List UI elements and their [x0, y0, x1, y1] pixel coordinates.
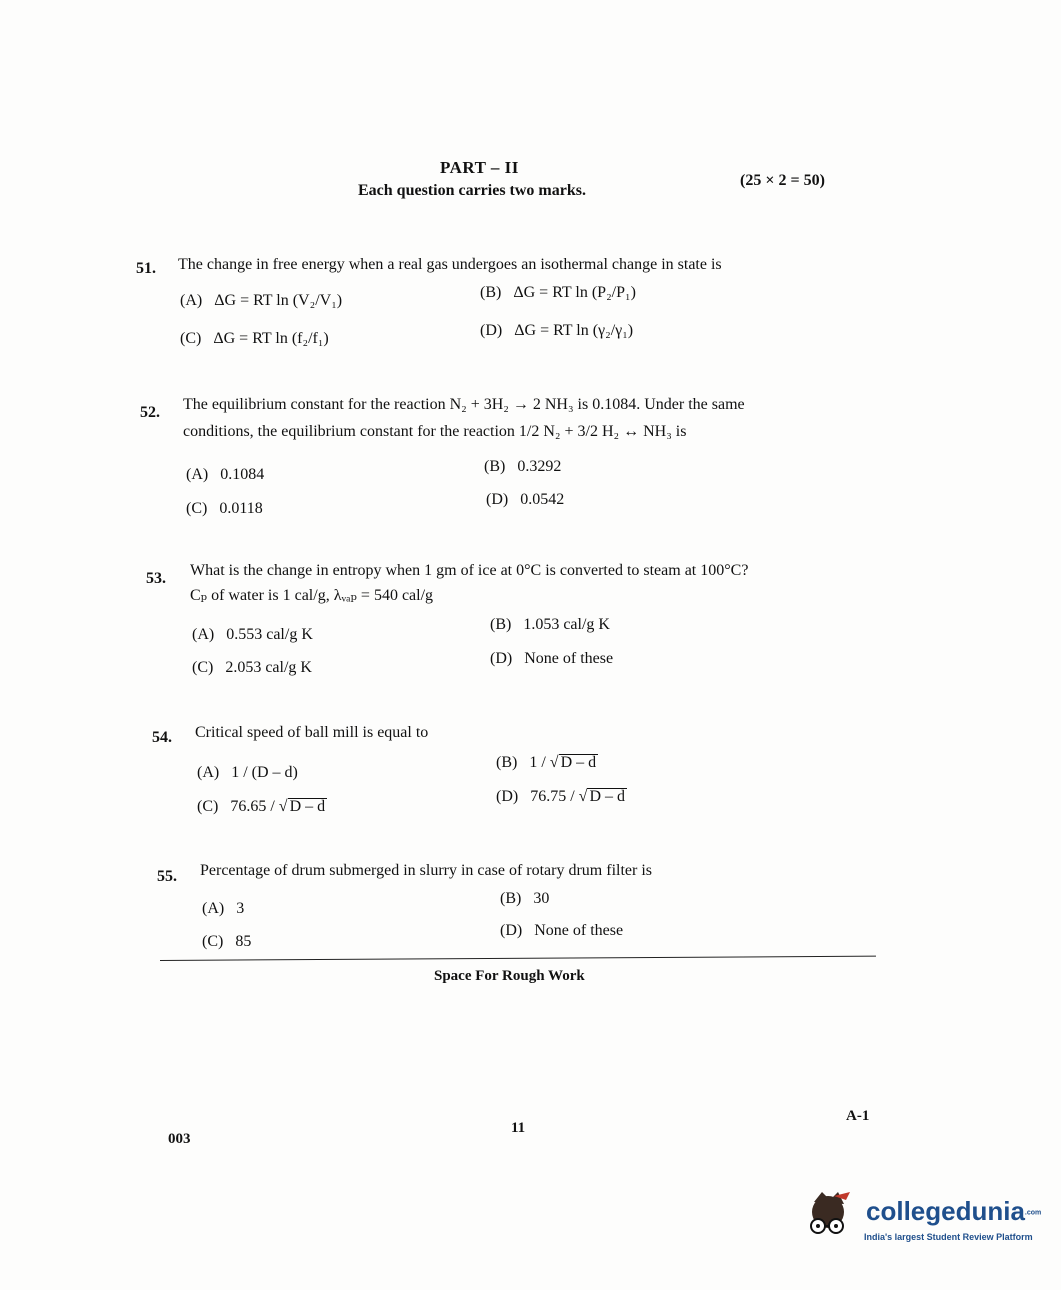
option-text: 0.0118 [219, 500, 263, 517]
option-text: 2.053 cal/g K [225, 659, 312, 676]
option-text-prefix: 76.75 / √ [530, 788, 588, 805]
logo-wordmark [866, 1196, 1041, 1227]
option-c [202, 933, 251, 951]
option-text: None of these [524, 650, 614, 667]
option-b [484, 458, 561, 476]
divider-line [160, 956, 876, 961]
option-d [496, 788, 627, 806]
option-label: (A) [180, 292, 203, 309]
collegedunia-mascot-icon [800, 1188, 862, 1250]
option-d [490, 650, 613, 668]
option-b [496, 754, 598, 772]
option-c [192, 659, 312, 677]
radical-expression: D – d [289, 798, 326, 815]
rough-work-label: Space For Rough Work [434, 968, 585, 984]
option-a [197, 764, 298, 782]
radical-expression: D – d [589, 788, 626, 805]
option-text: None of these [534, 922, 624, 939]
option-d [480, 322, 633, 340]
part-heading: PART – II [440, 158, 519, 177]
question-number: 55. [157, 868, 177, 885]
option-c [186, 500, 263, 518]
option-d [486, 491, 564, 509]
question-text: Critical speed of ball mill is equal to [195, 724, 429, 741]
question-text: The equilibrium constant for the reaction N₂ + 3H₂ → 2 NH₃ is 0.1084. Under the same [183, 396, 745, 413]
question-number: 53. [146, 570, 166, 587]
option-text: 85 [235, 933, 252, 950]
option-b [490, 616, 610, 634]
marks-allocation: (25 × 2 = 50) [740, 172, 825, 189]
question-number: 51. [136, 260, 156, 277]
question-text: The change in free energy when a real gas undergoes an isothermal change in state is [178, 256, 722, 273]
instruction-text: Each question carries two marks. [358, 182, 586, 199]
option-text-prefix: 1 / √ [529, 754, 559, 771]
option-label: (B) [500, 890, 522, 907]
option-a [192, 626, 313, 644]
option-c [180, 330, 329, 348]
option-label: (D) [496, 788, 519, 805]
option-text: 0.0542 [520, 491, 565, 508]
option-a [180, 292, 342, 310]
option-label: (B) [480, 284, 502, 301]
option-text: ΔG = RT ln (f₂/f₁) [213, 330, 329, 347]
option-label: (D) [490, 650, 513, 667]
option-d [500, 922, 623, 940]
option-label: (C) [197, 798, 219, 815]
option-label: (C) [180, 330, 202, 347]
option-label: (A) [186, 466, 209, 483]
series-code: A-1 [846, 1108, 870, 1124]
option-label: (C) [186, 500, 208, 517]
option-a [202, 900, 244, 918]
question-number: 54. [152, 729, 172, 746]
question-text: What is the change in entropy when 1 gm of ice at 0°C is converted to steam at 100°C? [190, 562, 749, 579]
option-label: (A) [192, 626, 215, 643]
option-b [480, 284, 636, 302]
radical-expression: D – d [560, 754, 597, 771]
option-c [197, 798, 327, 816]
option-a [186, 466, 264, 484]
option-b [500, 890, 549, 908]
option-text: 3 [236, 900, 245, 917]
option-label: (D) [480, 322, 503, 339]
question-text: Percentage of drum submerged in slurry in case of rotary drum filter is [200, 862, 653, 879]
logo-name: collegedunia [866, 1196, 1025, 1226]
option-label: (B) [484, 458, 506, 475]
option-label: (A) [202, 900, 225, 917]
option-text: ΔG = RT ln (V₂/V₁) [214, 292, 343, 309]
option-label: (D) [486, 491, 509, 508]
option-label: (D) [500, 922, 523, 939]
option-label: (B) [490, 616, 512, 633]
booklet-code: 003 [168, 1131, 191, 1147]
option-text: 30 [533, 890, 550, 907]
option-text: ΔG = RT ln (γ₂/γ₁) [514, 322, 634, 339]
option-text: 0.553 cal/g K [226, 626, 313, 643]
option-label: (B) [496, 754, 518, 771]
question-number: 52. [140, 404, 160, 421]
option-text: 1 / (D – d) [231, 764, 298, 781]
page-number: 11 [511, 1120, 526, 1136]
option-label: (C) [202, 933, 224, 950]
option-label: (A) [197, 764, 220, 781]
logo-suffix: .com [1024, 1209, 1042, 1217]
option-text: 1.053 cal/g K [523, 616, 610, 633]
question-text-continued: Cₚ of water is 1 cal/g, λᵥₐₚ = 540 cal/g [190, 587, 434, 604]
option-text: 0.1084 [220, 466, 265, 483]
option-text-prefix: 76.65 / √ [230, 798, 288, 815]
option-label: (C) [192, 659, 214, 676]
question-text-continued: conditions, the equilibrium constant for the reaction 1/2 N₂ + 3/2 H₂ ↔ NH₃ is [183, 423, 687, 440]
logo-tagline: India's largest Student Review Platform [864, 1232, 1033, 1242]
option-text: 0.3292 [517, 458, 562, 475]
option-text: ΔG = RT ln (P₂/P₁) [513, 284, 636, 301]
